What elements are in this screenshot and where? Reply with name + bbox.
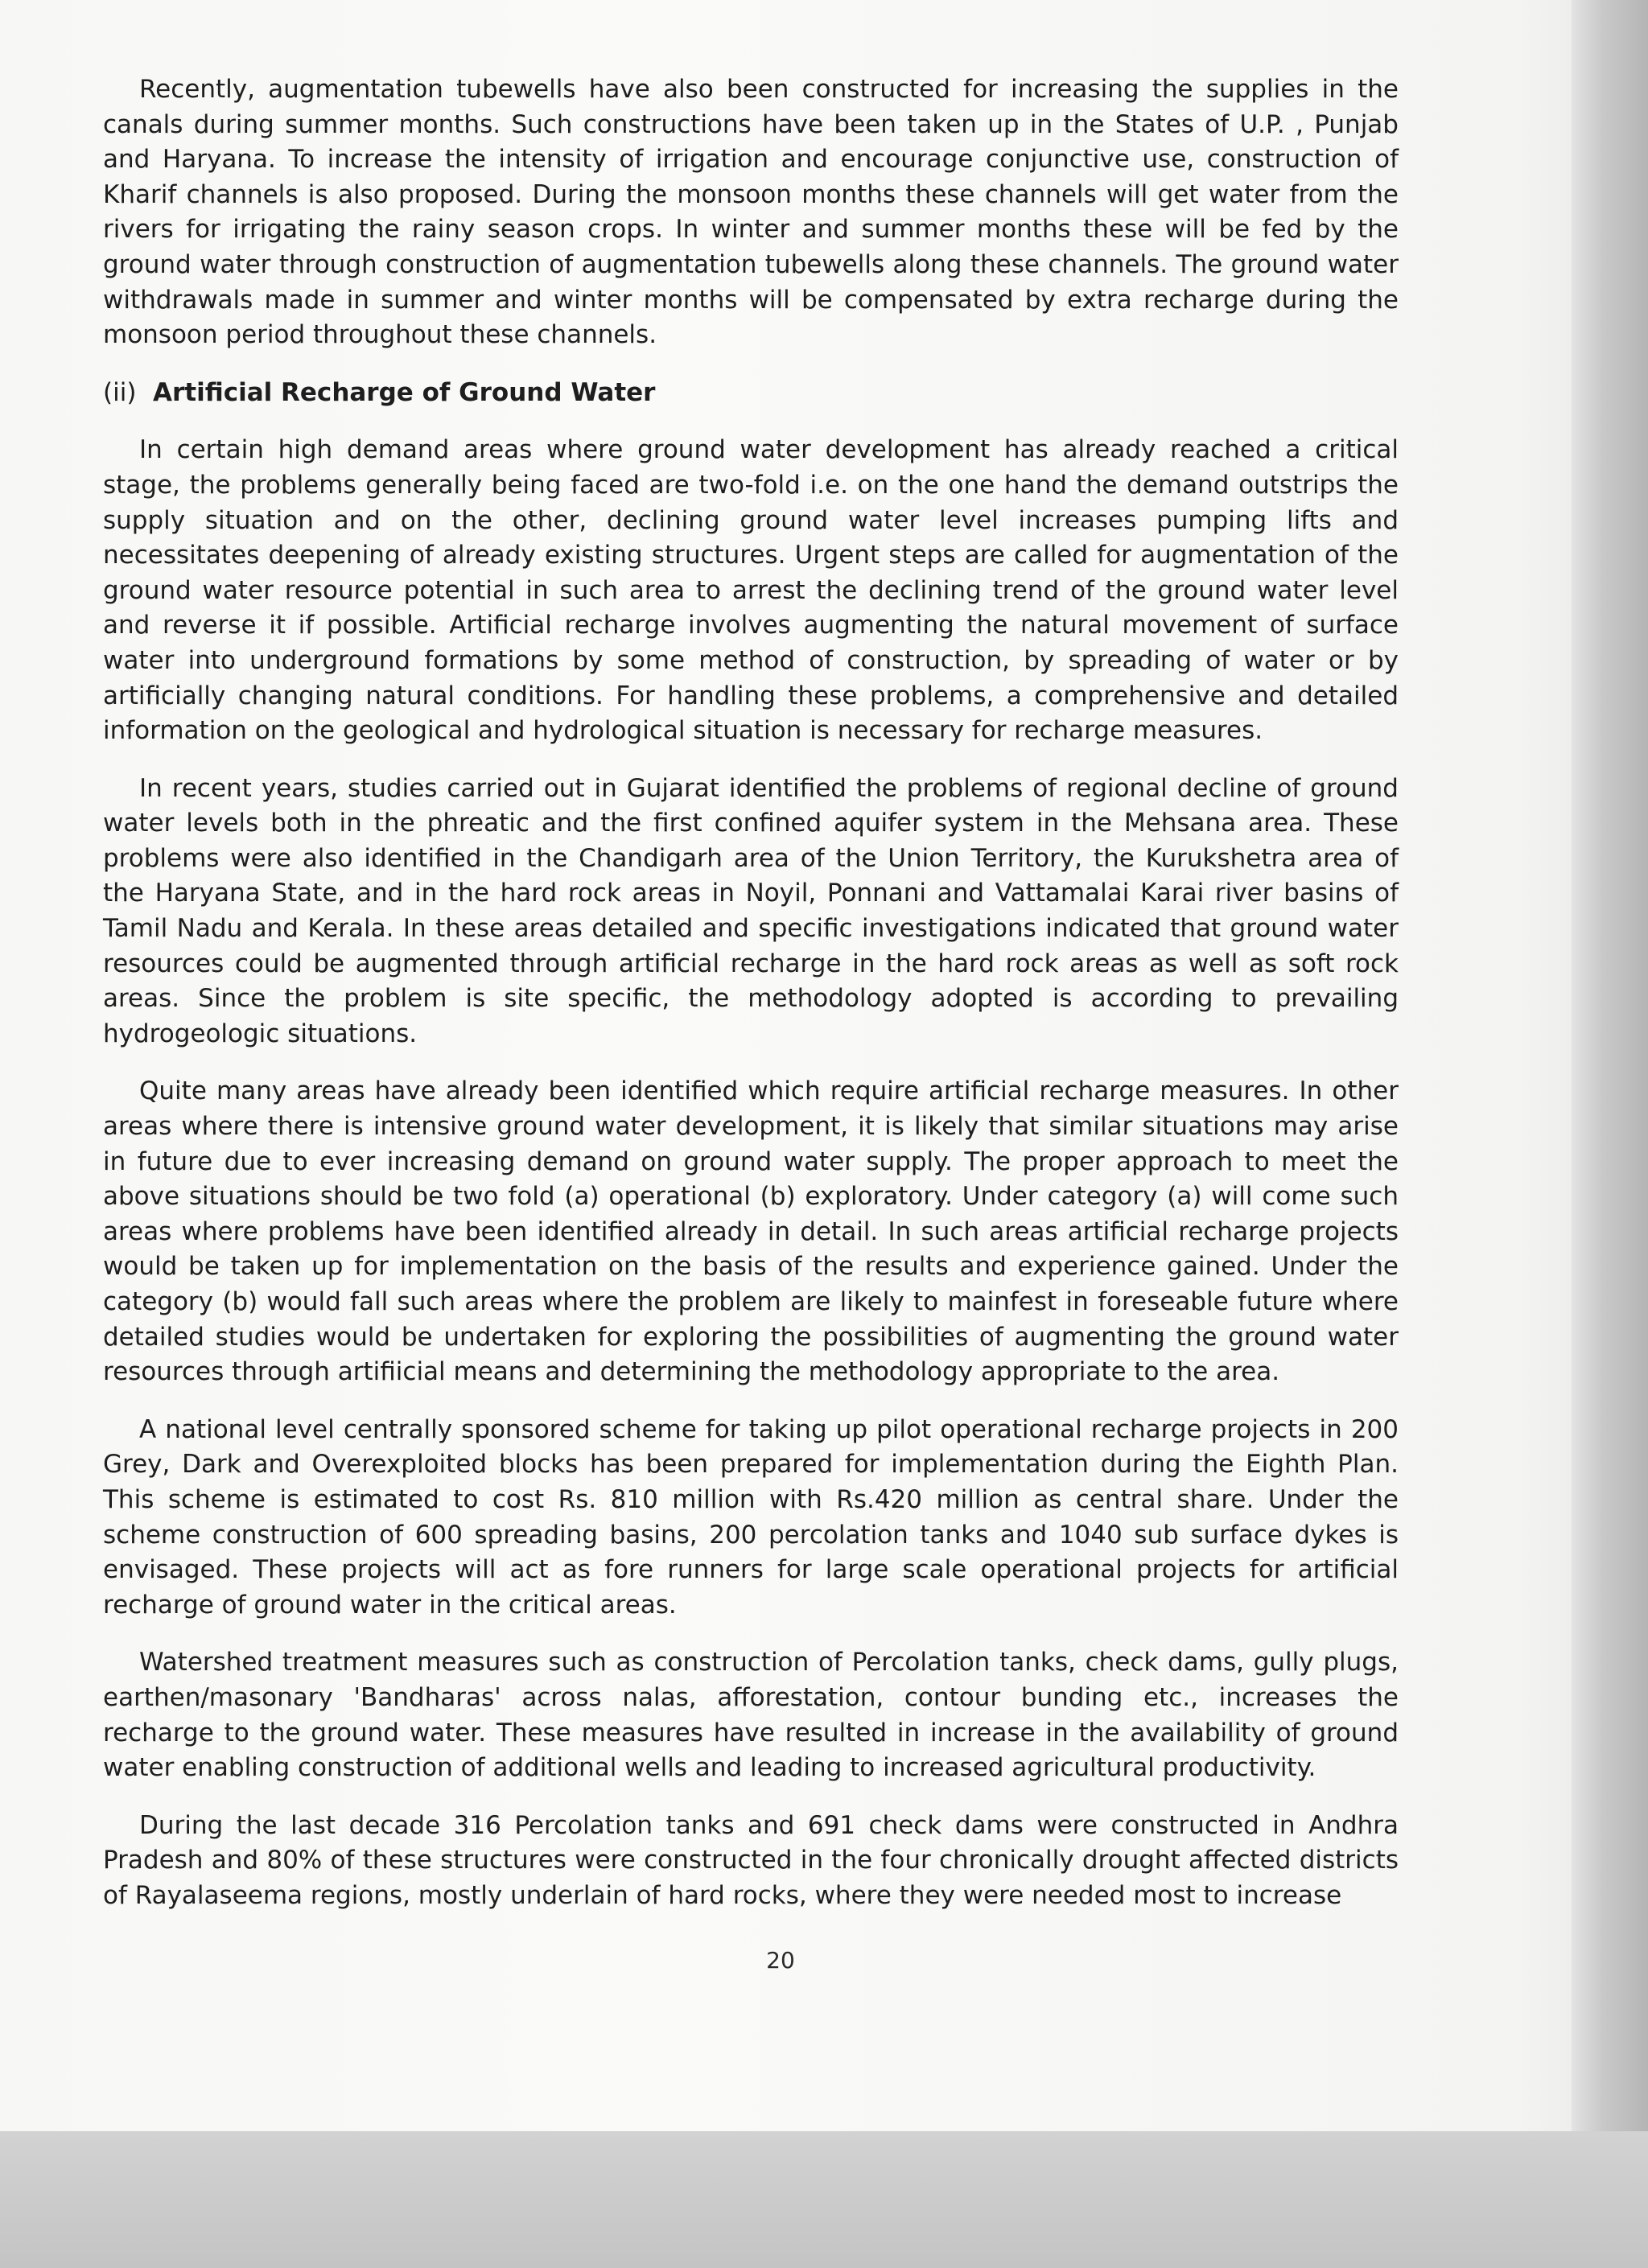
scan-edge-shadow — [1572, 0, 1648, 2268]
page-number: 20 — [766, 1947, 795, 1974]
paragraph-identified-areas: Quite many areas have already been identified which require artificial recharge measures. In other areas where there is intensive ground water development, it is likely that similar situations may arise in future due to ever increasing demand on ground water supply. The proper approach to meet the above situations should be two fold (a) operational (b) exploratory. Under category (a) will come such areas where problems have been identified already in detail. In such areas artificial recharge projects would be taken up for implementation on the basis of the results and experience gained. Under the category (b) would fall such areas where the problem are likely to mainfest in foreseable future where detailed studies would be undertaken for exploring the possibilities of augmenting the ground water resources through artifiicial means and determining the methodology appropriate to the area. — [103, 1076, 1399, 1387]
paragraph-gap — [103, 1786, 1399, 1809]
paragraph-gap — [103, 749, 1399, 772]
scan-bottom-band — [0, 2131, 1648, 2268]
paragraph-gap — [103, 353, 1399, 376]
section-number: (ii) — [103, 377, 137, 407]
section-heading — [103, 376, 1399, 411]
section-title: Artificial Recharge of Ground Water — [153, 377, 656, 407]
page-body — [103, 72, 1399, 1914]
paragraph-gap — [103, 410, 1399, 433]
paragraph-gap — [103, 1390, 1399, 1413]
paragraph-gap — [103, 1623, 1399, 1645]
paragraph-augmentation-tubewells: Recently, augmentation tubewells have also been constructed for increasing the supplies in the canals during summer months. Such constructions have been taken up in the States of U.P. , Punjab and Haryana. To increase the intensity of irrigation and encourage conjunctive use, construction of Kharif channels is also proposed. During the monsoon months these channels will get water from the rivers for irrigating the rainy season crops. In winter and summer months these will be fed by the ground water through construction of augmentation tubewells along these channels. The ground water withdrawals made in summer and winter months will be compensated by extra recharge during the monsoon period throughout these channels. — [103, 75, 1399, 350]
paragraph-last-decade: During the last decade 316 Percolation tanks and 691 check dams were constructed in Andhra Pradesh and 80% of these structures were constructed in the four chronically drought affected districts of Rayalaseema regions, mostly underlain of hard rocks, where they were needed most to increase — [103, 1810, 1399, 1910]
paragraph-gap — [103, 1052, 1399, 1074]
paragraph-watershed-treatment: Watershed treatment measures such as construction of Percolation tanks, check dams, gully plugs, earthen/masonary 'Bandharas' across nalas, afforestation, contour bunding etc., increases the recharge to the ground water. These measures have resulted in increase in the availability of ground water enabling construction of additional wells and leading to increased agricultural productivity. — [103, 1648, 1399, 1783]
paragraph-high-demand-areas: In certain high demand areas where ground water development has already reached a critical stage, the problems generally being faced are two-fold i.e. on the one hand the demand outstrips the supply situation and on the other, declining ground water level increases pumping lifts and necessitates deepening of already existing structures. Urgent steps are called for augmentation of the ground water resource potential in such area to arrest the declining trend of the ground water level and reverse it if possible. Artificial recharge involves augmenting the natural movement of surface water into underground formations by some method of construction, by spreading of water or by artificially changing natural conditions. For handling these problems, a comprehensive and detailed information on the geological and hydrological situation is necessary for recharge measures. — [103, 435, 1399, 746]
paragraph-gujarat-studies: In recent years, studies carried out in Gujarat identified the problems of regional decline of ground water levels both in the phreatic and the first confined aquifer system in the Mehsana area. These problems were also identified in the Chandigarh area of the Union Territory, the Kurukshetra area of the Haryana State, and in the hard rock areas in Noyil, Ponnani and Vattamalai Karai river basins of Tamil Nadu and Kerala. In these areas detailed and specific investigations indicated that ground water resources could be augmented through artificial recharge in the hard rock areas as well as soft rock areas. Since the problem is site specific, the methodology adopted is according to prevailing hydrogeologic situations. — [103, 773, 1399, 1048]
paragraph-national-scheme: A national level centrally sponsored scheme for taking up pilot operational recharge projects in 200 Grey, Dark and Overexploited blocks has been prepared for implementation during the Eighth Plan. This scheme is estimated to cost Rs. 810 million with Rs.420 million as central share. Under the scheme construction of 600 spreading basins, 200 percolation tanks and 1040 sub surface dykes is envisaged. These projects will act as fore runners for large scale operational projects for artificial recharge of ground water in the critical areas. — [103, 1414, 1399, 1620]
